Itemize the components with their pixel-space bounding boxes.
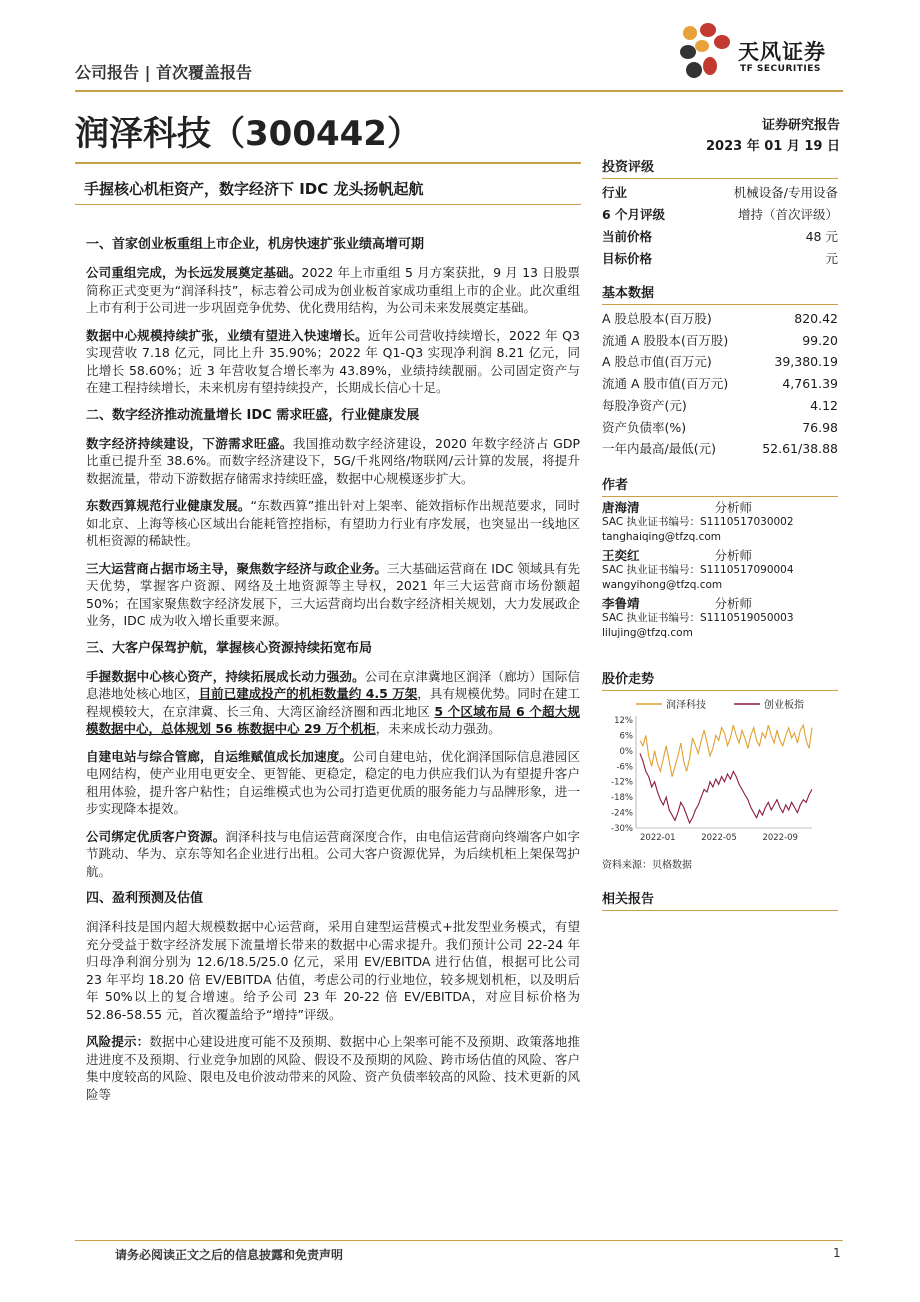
basic-data-row: 流通 A 股股本(百万股) 99.20 [602,332,838,348]
author-name: 唐海清 分析师 [602,500,752,515]
related-heading: 相关报告 [602,888,838,911]
authors-heading: 作者 [602,474,838,497]
rating-heading: 投资评级 [602,156,838,179]
author-email[interactable]: tanghaiqing@tfzq.com [602,531,722,543]
basic-data-row: 资产负债率(%) 76.98 [602,419,838,435]
basic-data-row: 流通 A 股市值(百万元) 4,761.39 [602,376,838,392]
section-heading: 一、首家创业板重组上市企业，机房快速扩张业绩高增可期 [86,237,425,252]
y-tick-label: -12% [611,777,633,788]
basic-data-row: A 股总市值(百万元) 39,380.19 [602,354,838,370]
basic-data-row: 一年内最高/最低(元) 52.61/38.88 [602,441,838,457]
y-tick-label: -6% [616,762,633,773]
header-divider [75,90,843,92]
footer-divider [75,1240,843,1241]
paragraph: 公司绑定优质客户资源。润泽科技与电信运营商深度合作，由电信运营商向终端客户如字节跳动、华为、京东等知名企业进行出租。公司大客户资源优异，为后续机柜上架保驾护航。 [86,828,580,879]
rating-row: 6 个月评级 增持（首次评级） [602,207,838,222]
basic-data-row: A 股总股本(百万股) 820.42 [602,311,838,326]
section-heading: 二、数字经济推动流量增长 IDC 需求旺盛，行业健康发展 [86,407,420,423]
paragraph: 三大运营商占据市场主导，聚焦数字经济与政企业务。三大基础运营商在 IDC 领域具有先天优势，掌握客户资源、网络及土地资源等主导权，2021 年三大运营商市场份额超 50%；在国家聚焦数字经济发展下，三大运营商均出台数字经济相关规划，大力发展政企业务，IDC 成为收入增长重要来源。 [86,560,580,628]
author-sac: SAC 执业证书编号：S1110517030002 [602,516,794,528]
author-name: 李鲁靖 分析师 [602,596,752,611]
paragraph: 数字经济持续建设，下游需求旺盛。我国推动数字经济建设，2020 年数字经济占 GDP 比重已提升至 38.6%。而数字经济建设下，5G/千兆网络/物联网/云计算的发展，将提升数据流量，带动下游数据存储需求持续旺盛，数据中心规模逐步扩大。 [86,435,580,486]
price-chart-heading: 股价走势 [602,668,838,691]
y-tick-label: -18% [611,793,633,804]
section-heading: 三、大客户保驾护航，掌握核心资源持续拓宽布局 [86,640,373,656]
basic-data-heading: 基本数据 [602,282,838,305]
disclaimer-notice: 请务必阅读正文之后的信息披露和免责声明 [115,1248,344,1262]
tf-logo-icon [678,22,736,84]
paragraph: 润泽科技是国内超大规模数据中心运营商，采用自建型运营模式+批发型业务模式，有望充分受益于数字经济发展下流量增长带来的数据中心需求提升。我们预计公司 22-24 年归母净利润分别为 12.6/18.5/25.0 亿元，采用 EV/EBITDA 进行估值，根据可比公司 23 年平均 18.20 倍 EV/EBITDA 估值，考虑公司的行业地位，较多规划机柜，以及明后年 50%以上的复合增速。给予公司 23 年 20-22 倍 EV/EBITDA，对应目标价格为 52.86-58.55 元，首次覆盖给予“增持”评级。 [86,919,580,1022]
paragraph: 风险提示：数据中心建设进度可能不及预期、数据中心上架率可能不及预期、政策落地推进进度不及预期、行业竞争加剧的风险、假设不及预期的风险、跨市场估值的风险、客户集中度较高的风险、限电及电价波动带来的风险、资产负债率较高的风险、技术更新的风险等 [86,1034,580,1102]
authors-panel [602,474,838,641]
series-line-runze [640,725,812,777]
price-chart-svg [602,690,838,850]
author-name: 王奕红 分析师 [602,548,752,563]
report-subtitle: 手握核心机柜资产，数字经济下 IDC 龙头扬帆起航 [84,180,424,198]
related-panel [602,888,838,914]
legend-label: 创业板指 [764,700,804,711]
x-tick-label: 2022-05 [701,833,737,843]
legend-label: 润泽科技 [666,700,706,711]
paragraph: 数据中心规模持续扩张，业绩有望进入快速增长。近年公司营收持续增长，2022 年 Q3 实现营收 7.18 亿元，同比上升 35.90%；2022 年 Q1-Q3 实现净利润 8.21 亿元，同比增长 58.60%；近 3 年营收复合增长率为 43.89%，业绩持续靓丽。公司固定资产与在建工程持续增长，未来机房有望持续投产，长期成长信心十足。 [86,327,580,395]
brand-name-en: TF SECURITIES [740,64,821,74]
paragraph: 东数西算规范行业健康发展。“东数西算”推出针对上架率、能效指标作出规范要求，同时如北京、上海等核心区域出台能耗管控指标，有望助力行业有序发展，也突显出一线地区机柜资源的稀缺性。 [86,498,580,548]
paragraph: 公司重组完成，为长远发展奠定基础。2022 年上市重组 5 月方案获批，9 月 13 日股票简称正式变更为“润泽科技”，标志着公司成为创业板首家成功重组上市的企业。此次重组上市有利于公司进一步巩固竞争优势、优化费用结构，为公司未来发展奠定基础。 [86,265,580,315]
rating-row: 当前价格 48 元 [602,229,838,244]
price-chart [602,690,838,850]
y-tick-label: 12% [614,716,633,726]
x-tick-label: 2022-09 [762,833,798,843]
subtitle-divider [75,204,581,205]
author-email[interactable]: wangyihong@tfzq.com [602,579,723,591]
y-tick-label: 6% [619,731,633,742]
author-sac: SAC 执业证书编号：S1110517090004 [602,564,794,576]
page-number: 1 [833,1246,841,1260]
paragraph: 手握数据中心核心资产，持续拓展成长动力强劲。公司在京津冀地区润泽（廊坊）国际信息港地处核心地区，目前已建成投产的机柜数量约 4.5 万架，具有规模优势。同时在建工程规模较大，在京津冀、长三角、大湾区渝经济圈和西北地区 5 个区域布局 6 个超大规模数据中心，总体规划 56 栋数据中心 29 万个机柜，未来成长动力强劲。 [86,668,580,736]
brand-logo [678,22,848,86]
main-body [86,236,580,1113]
series-line-chinext [640,753,812,823]
title-divider [75,162,581,164]
rating-row: 目标价格 元 [602,251,838,266]
x-tick-label: 2022-01 [640,833,676,843]
rating-row: 行业 机械设备/专用设备 [602,185,838,200]
report-category: 公司报告 | 首次覆盖报告 [75,63,252,82]
report-type: 证券研究报告 [761,118,840,133]
chart-source: 资料来源：贝格数据 [602,860,692,871]
y-tick-label: -24% [611,808,633,819]
report-date: 2023 年 01 月 19 日 [706,139,840,154]
basic-data-row: 每股净资产(元) 4.12 [602,397,838,413]
basic-data-panel [602,282,838,460]
author-email[interactable]: lilujing@tfzq.com [602,627,693,639]
rating-panel [602,156,838,270]
section-heading: 四、盈利预测及估值 [86,891,204,906]
y-tick-label: 0% [619,746,633,757]
paragraph: 自建电站与综合管廊，自运维赋值成长加速度。公司自建电站，优化润泽国际信息港园区电网结构，使产业用电更安全、更智能、更稳定，稳定的电力供应我们认为有望提升客户租用体验，提升客户粘性；自运维模式也为公司打造更优质的服务能力与品牌形象，进一步实现降本提效。 [86,748,580,816]
company-title: 润泽科技（300442） [75,114,421,154]
author-sac: SAC 执业证书编号：S1110519050003 [602,612,794,624]
y-tick-label: -30% [611,824,633,834]
brand-name: 天风证券 [738,40,826,64]
